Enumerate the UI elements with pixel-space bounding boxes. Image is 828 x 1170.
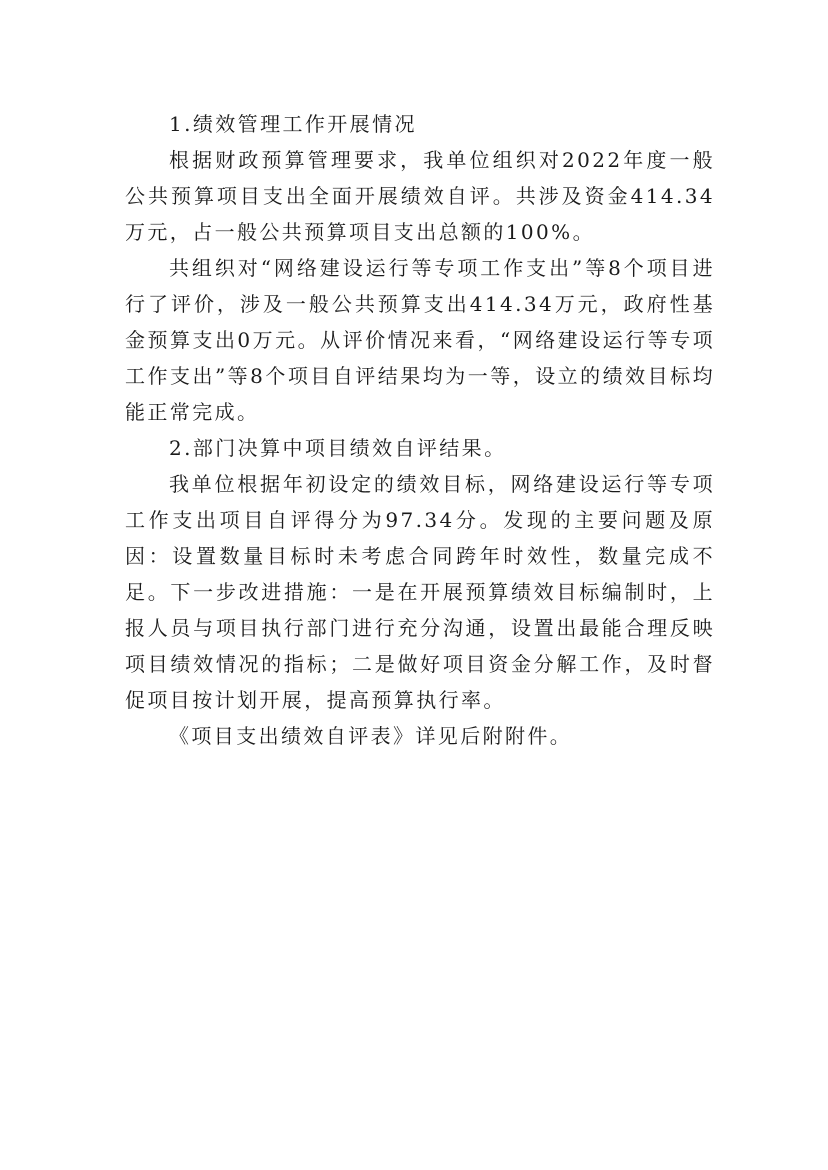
paragraph-attachment-note: 《项目支出绩效自评表》详见后附附件。 (169, 724, 573, 748)
document-body (125, 106, 715, 754)
paragraph-issues-and-measures: 我单位根据年初设定的绩效目标，网络建设运行等专项工作支出项目自评得分为97.34分。发现的主要问题及原因：设置数量目标时未考虑合同跨年时效性，数量完成不足。下一步改进措施：一是在开展预算绩效目标编制时，上报人员与项目执行部门进行充分沟通，设置出最能合理反映项目绩效情况的指标；二是做好项目资金分解工作，及时督促项目按计划开展，提高预算执行率。 (125, 472, 715, 712)
paragraph-evaluation-results: 共组织对“网络建设运行等专项工作支出”等8个项目进行了评价，涉及一般公共预算支出414.34万元，政府性基金预算支出0万元。从评价情况来看，“网络建设运行等专项工作支出”等8个项目自评结果均为一等，设立的绩效目标均能正常完成。 (125, 256, 715, 424)
paragraph-self-evaluation-scope: 根据财政预算管理要求，我单位组织对2022年度一般公共预算项目支出全面开展绩效自评。共涉及资金414.34万元，占一般公共预算项目支出总额的100%。 (125, 148, 715, 244)
section-heading-final-accounts-results: 2.部门决算中项目绩效自评结果。 (169, 436, 507, 460)
section-heading-performance-management: 1.绩效管理工作开展情况 (169, 112, 417, 136)
